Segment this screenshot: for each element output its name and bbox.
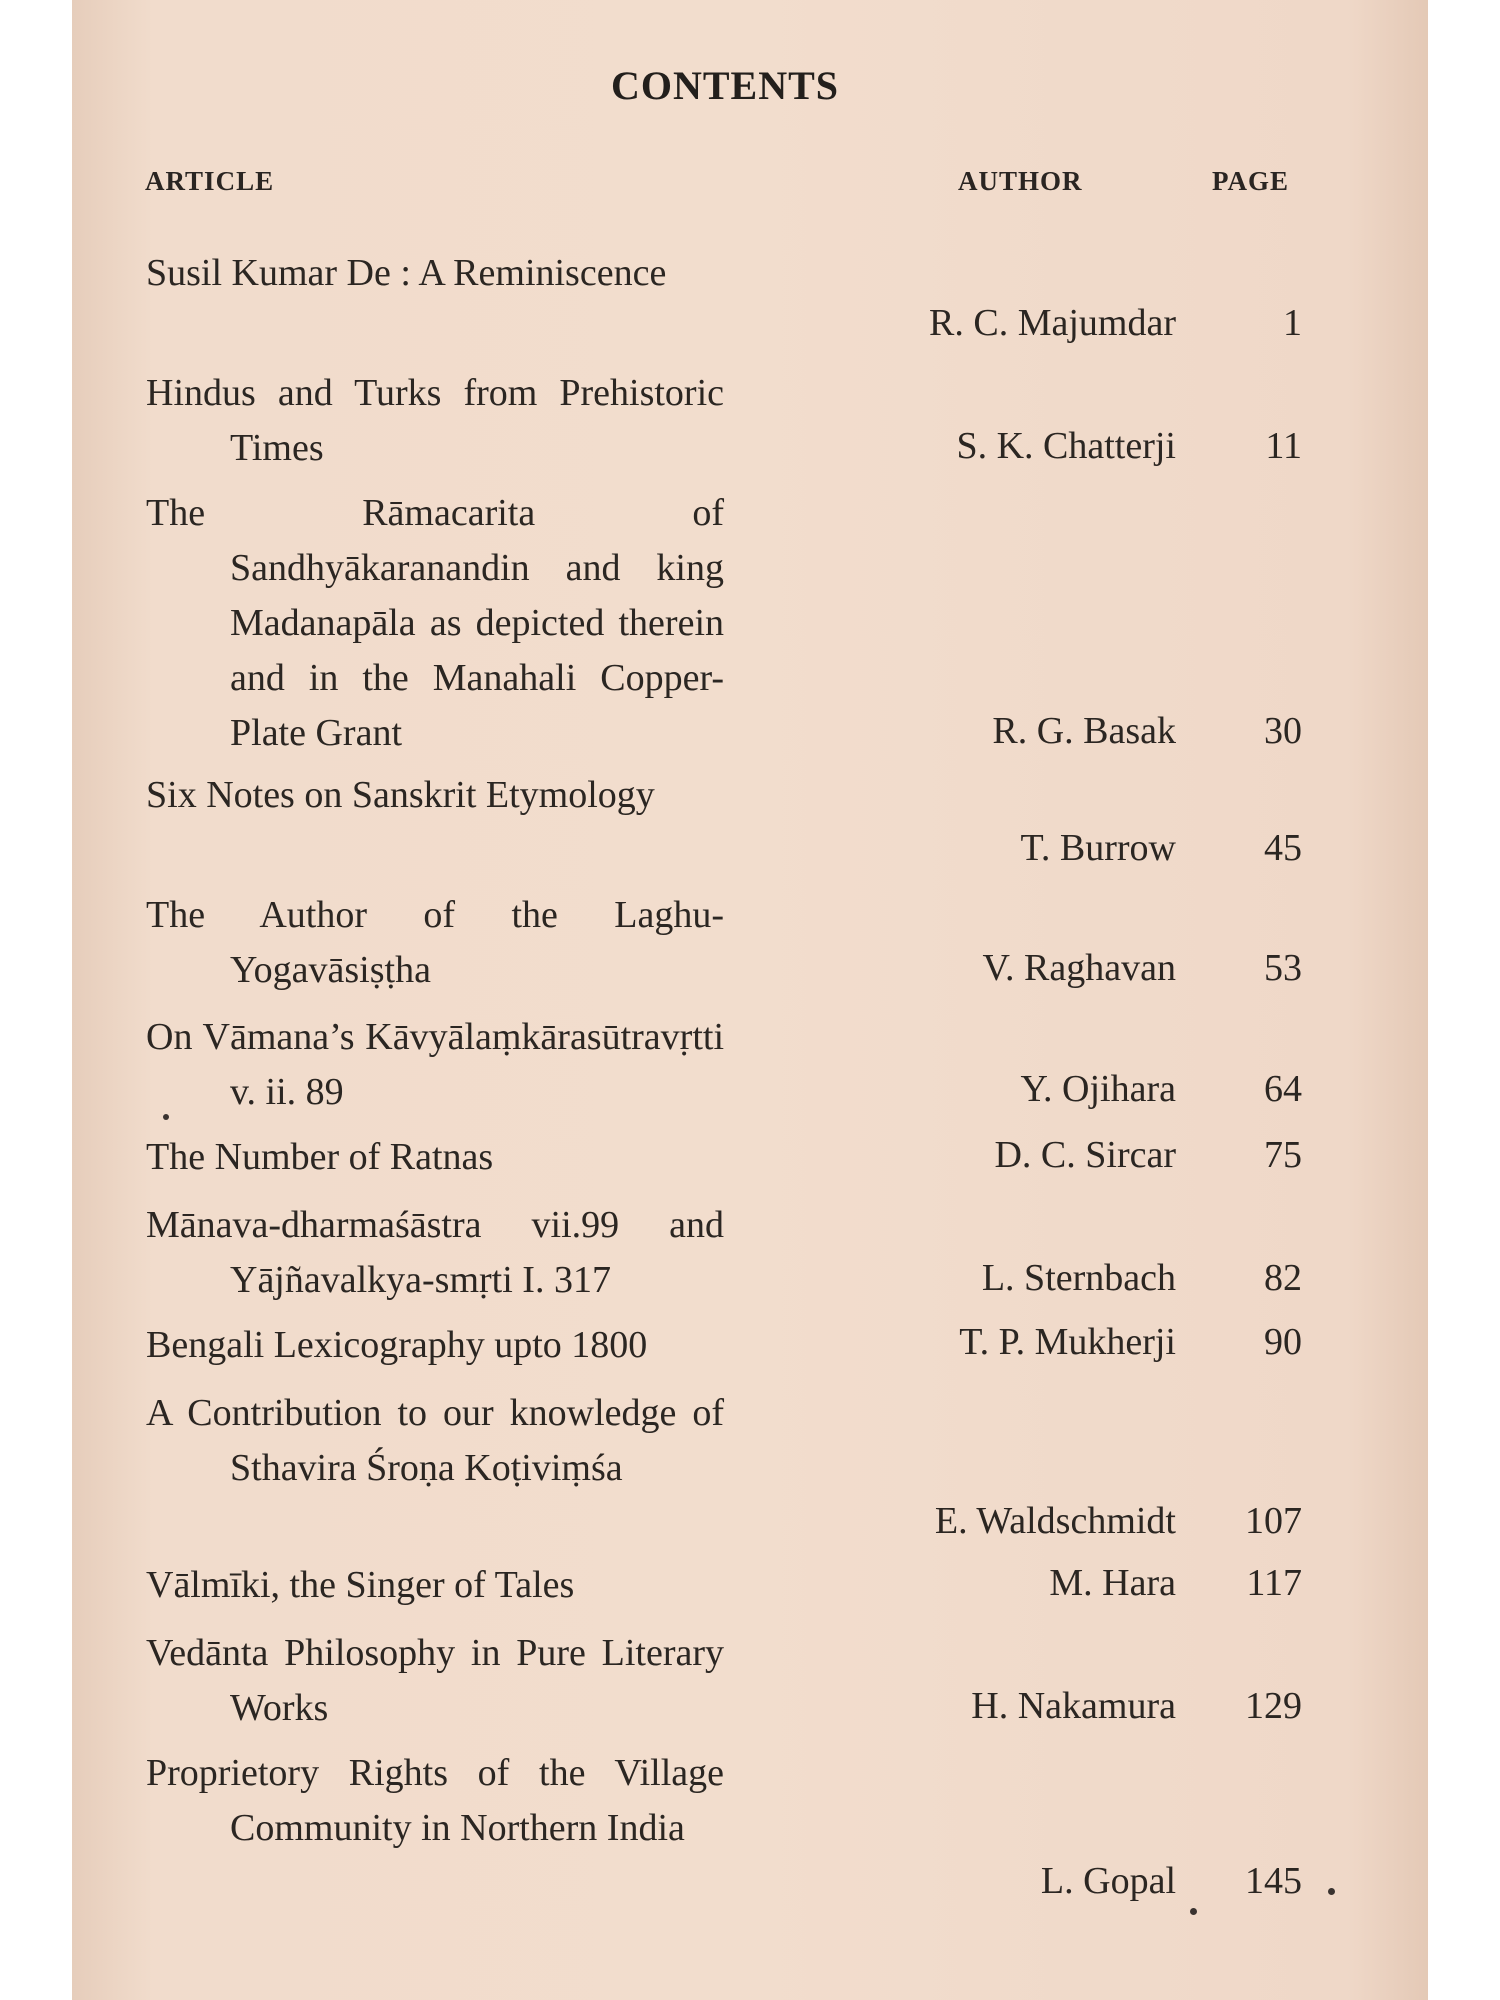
entry-article: Mānava-dharmaśāstra vii.99 and Yājñavalkya-smṛti I. 317 — [146, 1204, 724, 1301]
entry-author: L. Sternbach — [981, 1257, 1176, 1299]
entry-page: 11 — [1265, 425, 1302, 467]
entry-article: Vedānta Philosophy in Pure Literary Works — [146, 1632, 724, 1729]
entry-author: M. Hara — [1049, 1562, 1176, 1604]
entry-article: A Contribution to our knowledge of Sthavira Śroṇa Koṭiviṃśa — [146, 1392, 724, 1489]
ink-speck — [1190, 1908, 1197, 1915]
entry-author: H. Nakamura — [971, 1685, 1176, 1727]
entry-author: L. Gopal — [1040, 1860, 1176, 1902]
entry-page: 117 — [1246, 1562, 1302, 1604]
entry-author: E. Waldschmidt — [934, 1500, 1176, 1542]
ink-speck — [1328, 1888, 1335, 1895]
entry-article: Hindus and Turks from Prehistoric Times — [146, 372, 724, 469]
entry-author: T. P. Mukherji — [959, 1321, 1176, 1363]
entry-page: 30 — [1264, 710, 1302, 752]
entry-page: 53 — [1264, 947, 1302, 989]
entry-article: The Rāmacarita of Sandhyākaranandin and king Madanapāla as depicted therein and in the Manahali Copper-Plate Grant — [146, 492, 724, 754]
column-header-article: ARTICLE — [145, 166, 275, 196]
entry-page: 107 — [1245, 1500, 1302, 1542]
ink-speck — [163, 1114, 169, 1120]
entry-author: R. C. Majumdar — [929, 302, 1176, 344]
entry-page: 45 — [1264, 827, 1302, 869]
column-header-author: AUTHOR — [958, 166, 1083, 196]
entry-page: 129 — [1245, 1685, 1302, 1727]
entry-article: The Author of the Laghu-Yogavāsiṣṭha — [146, 894, 724, 991]
entry-page: 75 — [1264, 1134, 1302, 1176]
entry-author: V. Raghavan — [982, 947, 1176, 989]
entry-author: R. G. Basak — [992, 710, 1176, 752]
entry-article: Vālmīki, the Singer of Tales — [146, 1564, 575, 1606]
entry-article: Proprietory Rights of the Village Community in Northern India — [146, 1752, 724, 1849]
page-title: CONTENTS — [610, 63, 840, 108]
entry-article: Bengali Lexicography upto 1800 — [146, 1324, 648, 1366]
entry-author: Y. Ojihara — [1020, 1068, 1176, 1110]
column-header-page: PAGE — [1212, 166, 1289, 196]
entry-page: 90 — [1264, 1321, 1302, 1363]
entry-article: On Vāmana’s Kāvyālaṃkārasūtravṛtti v. ii. 89 — [146, 1016, 724, 1113]
entry-page: 64 — [1264, 1068, 1302, 1110]
entry-article: The Number of Ratnas — [146, 1136, 494, 1178]
entry-author: S. K. Chatterji — [956, 425, 1176, 467]
entry-author: D. C. Sircar — [994, 1134, 1176, 1176]
entry-page: 145 — [1245, 1860, 1302, 1902]
entry-page: 82 — [1264, 1257, 1302, 1299]
entry-article: Six Notes on Sanskrit Etymology — [146, 774, 655, 816]
entry-page: 1 — [1283, 302, 1302, 344]
entry-article: Susil Kumar De : A Reminiscence — [146, 252, 667, 294]
entry-author: T. Burrow — [1020, 827, 1176, 869]
